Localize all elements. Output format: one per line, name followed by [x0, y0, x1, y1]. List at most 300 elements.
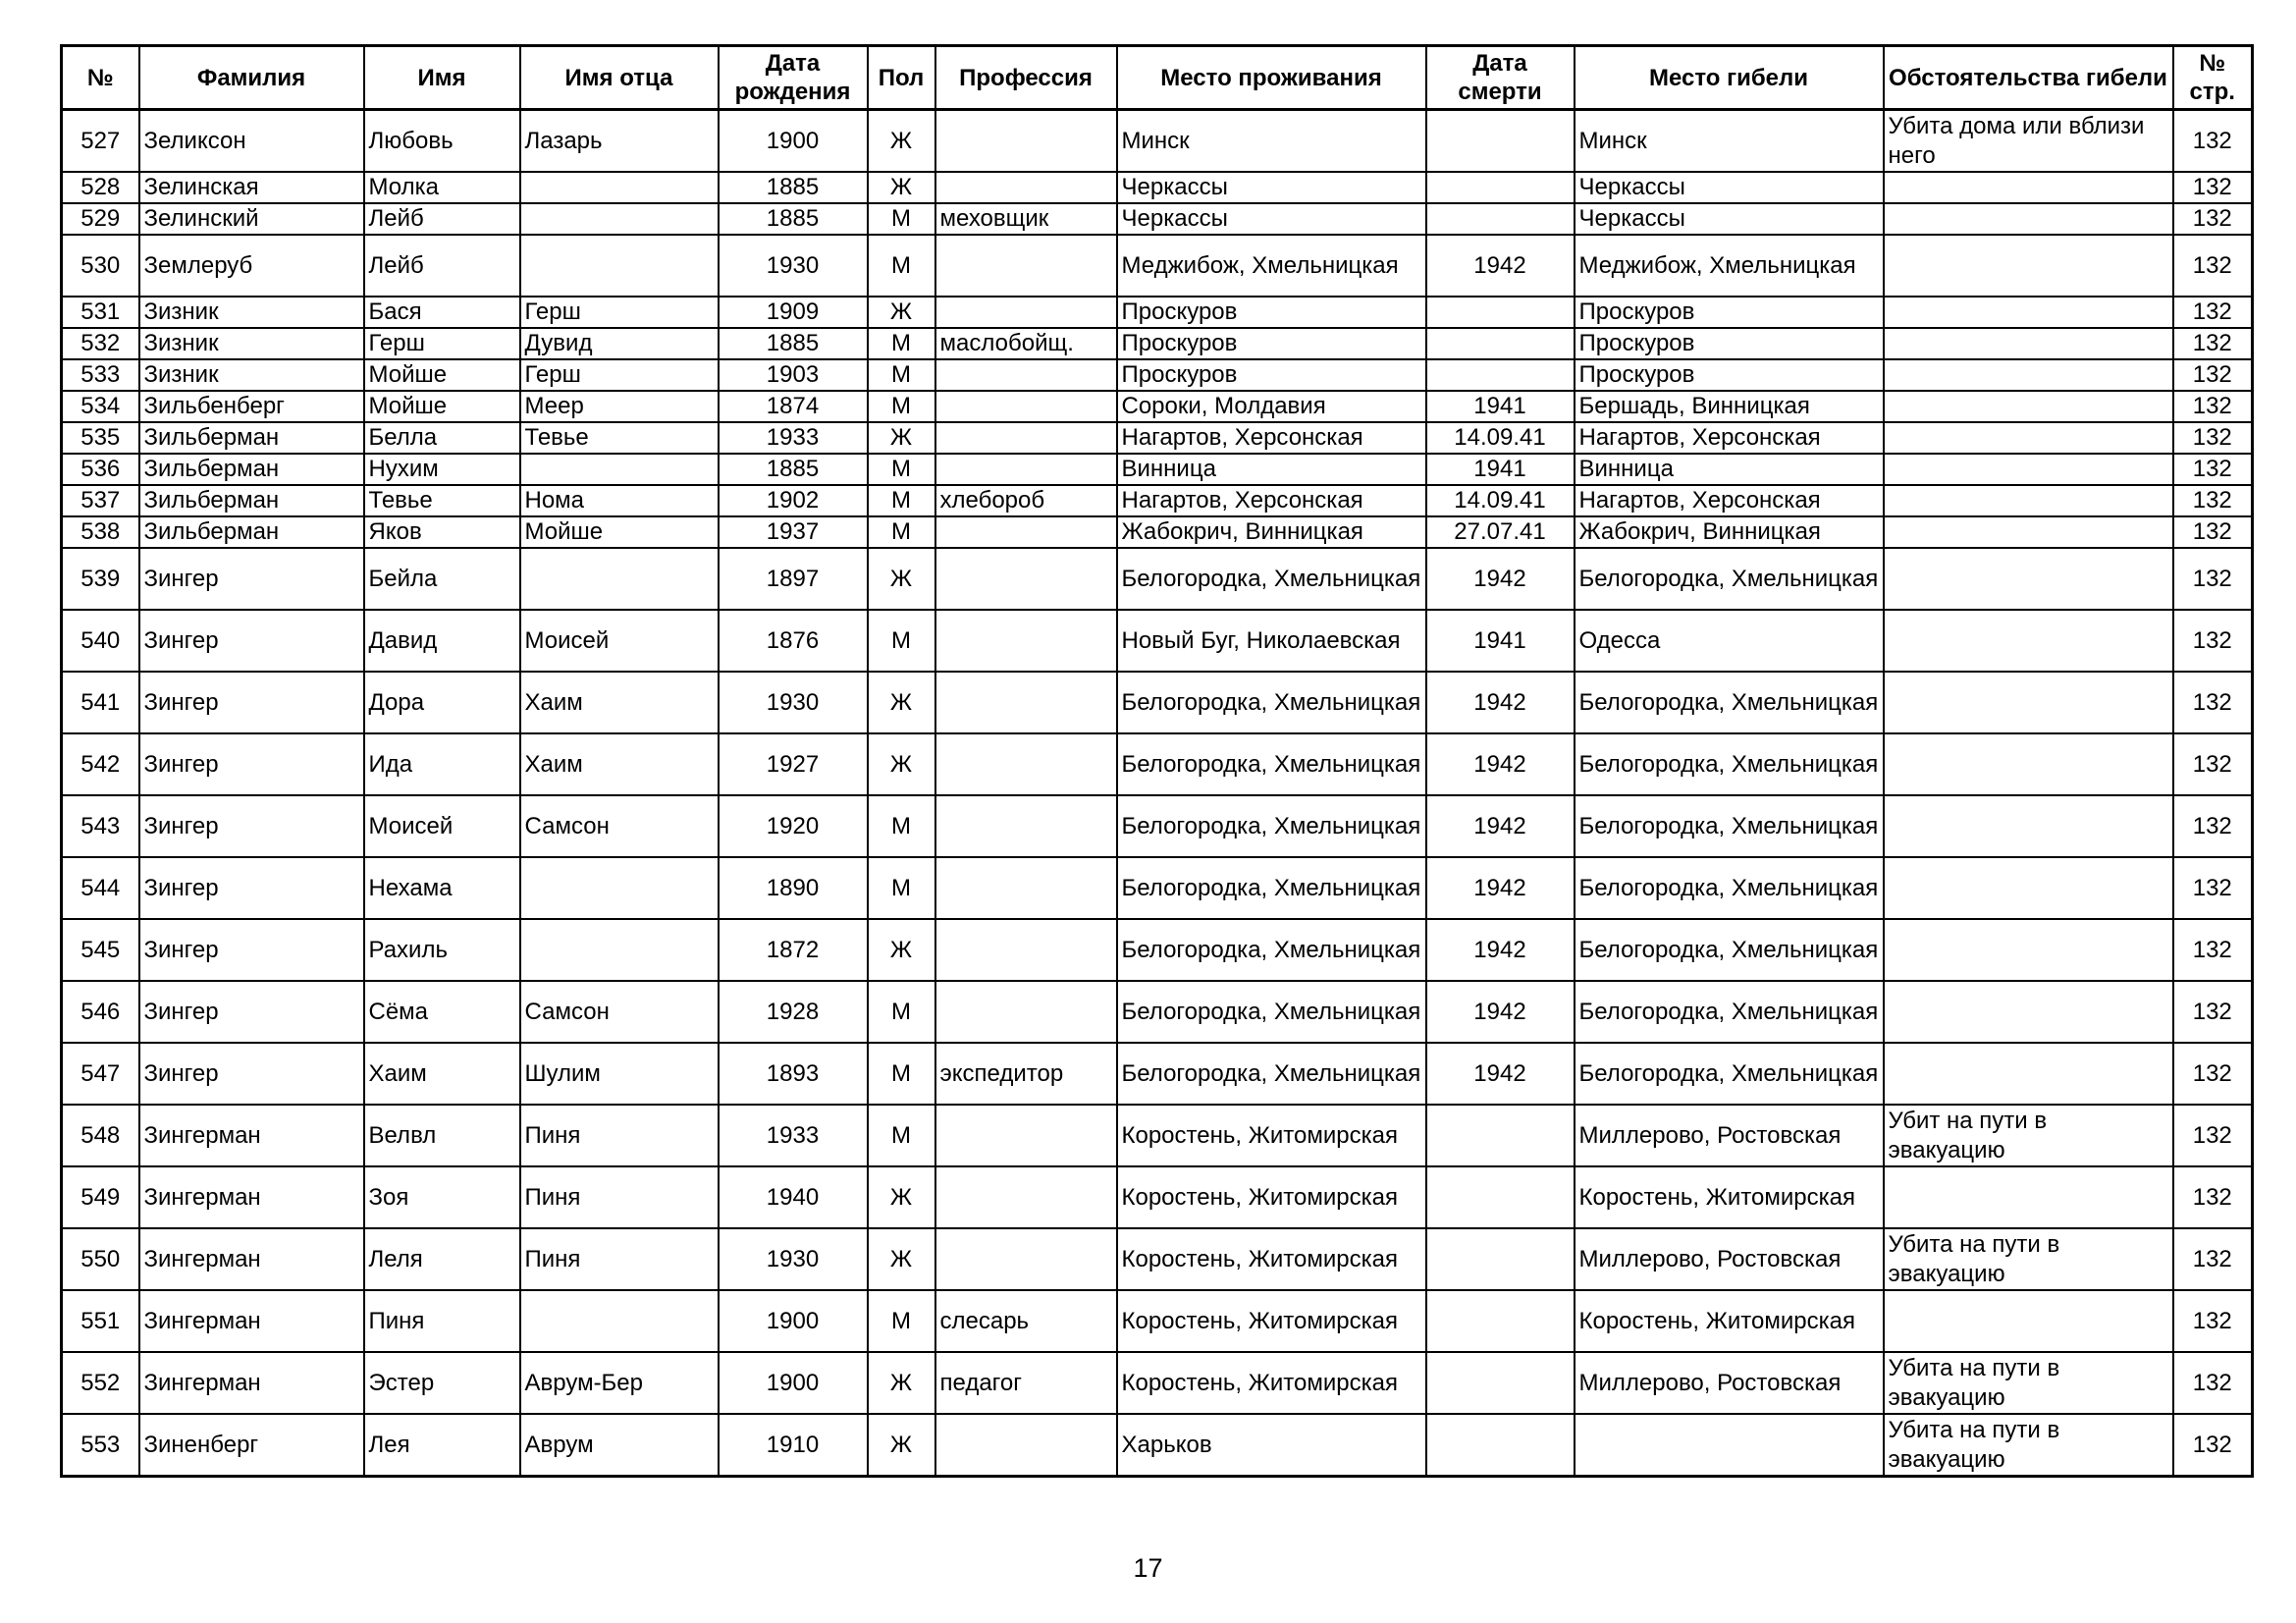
table-row [62, 328, 2253, 359]
cell-residence: Черкассы [1117, 203, 1426, 235]
cell-profession [935, 297, 1117, 328]
table-row [62, 733, 2253, 795]
cell-father-name: Герш [520, 297, 719, 328]
cell-sex: Ж [868, 297, 935, 328]
cell-surname: Зингер [139, 733, 364, 795]
table-row [62, 672, 2253, 733]
cell-sex: Ж [868, 1166, 935, 1228]
cell-circumstances: Убита на пути в эвакуацию [1884, 1414, 2173, 1477]
cell-circumstances [1884, 610, 2173, 672]
cell-death-date: 1942 [1426, 235, 1575, 297]
cell-death-place: Черкассы [1575, 203, 1884, 235]
cell-birth-date: 1900 [719, 1352, 868, 1414]
cell-father-name: Хаим [520, 672, 719, 733]
cell-page: 132 [2173, 391, 2253, 422]
cell-sex: Ж [868, 1352, 935, 1414]
cell-death-date [1426, 172, 1575, 203]
cell-residence: Винница [1117, 454, 1426, 485]
cell-birth-date: 1940 [719, 1166, 868, 1228]
cell-father-name [520, 919, 719, 981]
table-row [62, 297, 2253, 328]
cell-surname: Зингерман [139, 1290, 364, 1352]
cell-residence: Белогородка, Хмельницкая [1117, 733, 1426, 795]
table-row [62, 235, 2253, 297]
cell-residence: Новый Буг, Николаевская [1117, 610, 1426, 672]
cell-residence: Коростень, Житомирская [1117, 1166, 1426, 1228]
cell-death-date [1426, 1228, 1575, 1290]
cell-residence: Белогородка, Хмельницкая [1117, 857, 1426, 919]
cell-surname: Зингер [139, 795, 364, 857]
cell-surname: Зизник [139, 359, 364, 391]
cell-sex: М [868, 391, 935, 422]
cell-sex: М [868, 610, 935, 672]
cell-page: 132 [2173, 1228, 2253, 1290]
cell-death-place: Проскуров [1575, 297, 1884, 328]
cell-father-name: Нома [520, 485, 719, 516]
cell-surname: Зелинская [139, 172, 364, 203]
cell-profession [935, 919, 1117, 981]
cell-number: 536 [62, 454, 139, 485]
cell-page: 132 [2173, 1352, 2253, 1414]
header-profession: Профессия [935, 46, 1117, 110]
cell-birth-date: 1937 [719, 516, 868, 548]
cell-father-name [520, 203, 719, 235]
cell-father-name: Пиня [520, 1228, 719, 1290]
cell-profession [935, 981, 1117, 1043]
cell-death-date [1426, 1166, 1575, 1228]
cell-death-date [1426, 1414, 1575, 1477]
cell-name: Давид [364, 610, 520, 672]
cell-father-name: Пиня [520, 1105, 719, 1166]
cell-birth-date: 1890 [719, 857, 868, 919]
cell-number: 549 [62, 1166, 139, 1228]
cell-sex: М [868, 1043, 935, 1105]
cell-sex: М [868, 795, 935, 857]
cell-death-place: Нагартов, Херсонская [1575, 485, 1884, 516]
cell-name: Нехама [364, 857, 520, 919]
cell-number: 542 [62, 733, 139, 795]
cell-father-name: Хаим [520, 733, 719, 795]
cell-page: 132 [2173, 172, 2253, 203]
cell-page: 132 [2173, 359, 2253, 391]
cell-page: 132 [2173, 919, 2253, 981]
cell-death-place: Белогородка, Хмельницкая [1575, 672, 1884, 733]
cell-page: 132 [2173, 454, 2253, 485]
table-row [62, 422, 2253, 454]
cell-name: Сёма [364, 981, 520, 1043]
cell-circumstances [1884, 733, 2173, 795]
table-row [62, 454, 2253, 485]
cell-death-date: 1942 [1426, 1043, 1575, 1105]
cell-death-place [1575, 1414, 1884, 1477]
cell-surname: Зильберман [139, 454, 364, 485]
cell-surname: Зильбенберг [139, 391, 364, 422]
cell-sex: М [868, 1105, 935, 1166]
cell-name: Пиня [364, 1290, 520, 1352]
cell-page: 132 [2173, 795, 2253, 857]
cell-name: Любовь [364, 110, 520, 173]
cell-sex: М [868, 454, 935, 485]
cell-circumstances [1884, 485, 2173, 516]
header-circumstances: Обстоятельства гибели [1884, 46, 2173, 110]
cell-profession [935, 422, 1117, 454]
header-father-name: Имя отца [520, 46, 719, 110]
cell-number: 541 [62, 672, 139, 733]
cell-father-name [520, 235, 719, 297]
cell-birth-date: 1876 [719, 610, 868, 672]
header-sex: Пол [868, 46, 935, 110]
cell-death-date [1426, 1105, 1575, 1166]
cell-residence: Проскуров [1117, 359, 1426, 391]
cell-circumstances [1884, 672, 2173, 733]
cell-sex: Ж [868, 672, 935, 733]
cell-profession: слесарь [935, 1290, 1117, 1352]
cell-father-name [520, 1290, 719, 1352]
cell-surname: Зингер [139, 919, 364, 981]
cell-number: 539 [62, 548, 139, 610]
cell-birth-date: 1933 [719, 422, 868, 454]
cell-death-place: Белогородка, Хмельницкая [1575, 981, 1884, 1043]
cell-surname: Зильберман [139, 422, 364, 454]
cell-father-name: Дувид [520, 328, 719, 359]
header-name: Имя [364, 46, 520, 110]
cell-sex: Ж [868, 1228, 935, 1290]
cell-page: 132 [2173, 1105, 2253, 1166]
cell-surname: Зингерман [139, 1105, 364, 1166]
cell-circumstances [1884, 422, 2173, 454]
table-row [62, 359, 2253, 391]
cell-number: 540 [62, 610, 139, 672]
cell-profession: хлебороб [935, 485, 1117, 516]
cell-name: Бейла [364, 548, 520, 610]
cell-residence: Коростень, Житомирская [1117, 1290, 1426, 1352]
cell-death-date [1426, 297, 1575, 328]
cell-sex: М [868, 516, 935, 548]
cell-sex: Ж [868, 110, 935, 173]
cell-death-date: 1942 [1426, 672, 1575, 733]
cell-residence: Сороки, Молдавия [1117, 391, 1426, 422]
cell-name: Яков [364, 516, 520, 548]
table-row [62, 1043, 2253, 1105]
table-row [62, 857, 2253, 919]
header-residence: Место проживания [1117, 46, 1426, 110]
cell-death-place: Нагартов, Херсонская [1575, 422, 1884, 454]
cell-surname: Зелинский [139, 203, 364, 235]
cell-residence: Черкассы [1117, 172, 1426, 203]
cell-sex: М [868, 485, 935, 516]
cell-profession [935, 1105, 1117, 1166]
cell-death-place: Белогородка, Хмельницкая [1575, 795, 1884, 857]
cell-death-date [1426, 328, 1575, 359]
cell-profession [935, 548, 1117, 610]
cell-death-place: Коростень, Житомирская [1575, 1166, 1884, 1228]
cell-birth-date: 1930 [719, 1228, 868, 1290]
cell-circumstances [1884, 919, 2173, 981]
cell-profession [935, 857, 1117, 919]
cell-name: Мойше [364, 391, 520, 422]
cell-number: 528 [62, 172, 139, 203]
cell-death-place: Бершадь, Винницкая [1575, 391, 1884, 422]
cell-residence: Белогородка, Хмельницкая [1117, 919, 1426, 981]
header-page: № стр. [2173, 46, 2253, 110]
cell-name: Белла [364, 422, 520, 454]
cell-page: 132 [2173, 235, 2253, 297]
cell-residence: Харьков [1117, 1414, 1426, 1477]
cell-death-place: Жабокрич, Винницкая [1575, 516, 1884, 548]
cell-death-date: 1942 [1426, 919, 1575, 981]
cell-death-date: 14.09.41 [1426, 485, 1575, 516]
cell-death-place: Минск [1575, 110, 1884, 173]
cell-profession [935, 359, 1117, 391]
cell-father-name: Аврум [520, 1414, 719, 1477]
cell-surname: Зингер [139, 1043, 364, 1105]
cell-residence: Нагартов, Херсонская [1117, 485, 1426, 516]
cell-surname: Зингер [139, 610, 364, 672]
cell-sex: М [868, 359, 935, 391]
cell-page: 132 [2173, 1290, 2253, 1352]
cell-sex: Ж [868, 422, 935, 454]
cell-residence: Коростень, Житомирская [1117, 1352, 1426, 1414]
table-row [62, 1166, 2253, 1228]
cell-residence: Белогородка, Хмельницкая [1117, 795, 1426, 857]
cell-birth-date: 1903 [719, 359, 868, 391]
cell-name: Герш [364, 328, 520, 359]
cell-death-date: 1941 [1426, 610, 1575, 672]
cell-birth-date: 1885 [719, 454, 868, 485]
cell-profession [935, 610, 1117, 672]
cell-death-place: Миллерово, Ростовская [1575, 1105, 1884, 1166]
cell-surname: Зингер [139, 672, 364, 733]
cell-name: Дора [364, 672, 520, 733]
cell-sex: Ж [868, 1414, 935, 1477]
cell-profession [935, 110, 1117, 173]
table-row [62, 516, 2253, 548]
header-surname: Фамилия [139, 46, 364, 110]
cell-name: Молка [364, 172, 520, 203]
cell-surname: Зизник [139, 328, 364, 359]
table-row [62, 795, 2253, 857]
cell-father-name: Герш [520, 359, 719, 391]
cell-profession: маслобойщ. [935, 328, 1117, 359]
cell-circumstances [1884, 454, 2173, 485]
cell-number: 551 [62, 1290, 139, 1352]
cell-father-name: Лазарь [520, 110, 719, 173]
cell-name: Рахиль [364, 919, 520, 981]
cell-father-name: Самсон [520, 795, 719, 857]
cell-father-name: Моисей [520, 610, 719, 672]
cell-father-name [520, 857, 719, 919]
cell-name: Мойше [364, 359, 520, 391]
cell-number: 537 [62, 485, 139, 516]
cell-death-date [1426, 1290, 1575, 1352]
cell-page: 132 [2173, 516, 2253, 548]
cell-death-place: Белогородка, Хмельницкая [1575, 548, 1884, 610]
cell-number: 550 [62, 1228, 139, 1290]
cell-circumstances [1884, 1166, 2173, 1228]
cell-birth-date: 1885 [719, 203, 868, 235]
cell-number: 544 [62, 857, 139, 919]
cell-surname: Зингерман [139, 1352, 364, 1414]
cell-father-name: Самсон [520, 981, 719, 1043]
cell-birth-date: 1874 [719, 391, 868, 422]
cell-death-place: Миллерово, Ростовская [1575, 1228, 1884, 1290]
cell-circumstances [1884, 203, 2173, 235]
cell-surname: Зиненберг [139, 1414, 364, 1477]
cell-sex: М [868, 328, 935, 359]
cell-page: 132 [2173, 1166, 2253, 1228]
table-row [62, 485, 2253, 516]
records-sheet [60, 44, 2251, 1478]
cell-circumstances [1884, 235, 2173, 297]
header-birth-date: Дата рождения [719, 46, 868, 110]
cell-birth-date: 1900 [719, 110, 868, 173]
cell-page: 132 [2173, 422, 2253, 454]
table-row [62, 1414, 2253, 1477]
cell-residence: Проскуров [1117, 328, 1426, 359]
header-row [62, 46, 2253, 110]
cell-name: Хаим [364, 1043, 520, 1105]
cell-name: Лея [364, 1414, 520, 1477]
cell-death-date [1426, 359, 1575, 391]
cell-residence: Белогородка, Хмельницкая [1117, 548, 1426, 610]
cell-death-place: Коростень, Житомирская [1575, 1290, 1884, 1352]
cell-circumstances [1884, 1290, 2173, 1352]
table-row [62, 1105, 2253, 1166]
cell-birth-date: 1893 [719, 1043, 868, 1105]
cell-death-date: 1942 [1426, 857, 1575, 919]
cell-circumstances: Убита на пути в эвакуацию [1884, 1228, 2173, 1290]
cell-father-name: Меер [520, 391, 719, 422]
cell-profession [935, 795, 1117, 857]
cell-page: 132 [2173, 672, 2253, 733]
cell-name: Лейб [364, 235, 520, 297]
table-row [62, 548, 2253, 610]
cell-residence: Коростень, Житомирская [1117, 1228, 1426, 1290]
cell-page: 132 [2173, 110, 2253, 173]
cell-surname: Зеликсон [139, 110, 364, 173]
cell-name: Зоя [364, 1166, 520, 1228]
cell-circumstances [1884, 359, 2173, 391]
cell-birth-date: 1902 [719, 485, 868, 516]
cell-surname: Зизник [139, 297, 364, 328]
table-row [62, 1352, 2253, 1414]
cell-profession [935, 733, 1117, 795]
cell-number: 546 [62, 981, 139, 1043]
cell-number: 533 [62, 359, 139, 391]
cell-number: 527 [62, 110, 139, 173]
cell-residence: Жабокрич, Винницкая [1117, 516, 1426, 548]
cell-residence: Минск [1117, 110, 1426, 173]
header-death-place: Место гибели [1575, 46, 1884, 110]
cell-surname: Зингер [139, 548, 364, 610]
cell-number: 531 [62, 297, 139, 328]
cell-death-place: Проскуров [1575, 328, 1884, 359]
table-row [62, 110, 2253, 173]
cell-name: Леля [364, 1228, 520, 1290]
cell-death-date: 1942 [1426, 981, 1575, 1043]
cell-residence: Коростень, Житомирская [1117, 1105, 1426, 1166]
cell-number: 553 [62, 1414, 139, 1477]
cell-sex: М [868, 1290, 935, 1352]
cell-circumstances: Убита на пути в эвакуацию [1884, 1352, 2173, 1414]
cell-page: 132 [2173, 981, 2253, 1043]
cell-circumstances [1884, 328, 2173, 359]
cell-name: Ида [364, 733, 520, 795]
cell-circumstances [1884, 857, 2173, 919]
cell-number: 547 [62, 1043, 139, 1105]
cell-name: Нухим [364, 454, 520, 485]
cell-residence: Белогородка, Хмельницкая [1117, 981, 1426, 1043]
cell-sex: М [868, 981, 935, 1043]
cell-sex: Ж [868, 172, 935, 203]
cell-death-place: Белогородка, Хмельницкая [1575, 919, 1884, 981]
cell-death-place: Белогородка, Хмельницкая [1575, 733, 1884, 795]
cell-father-name: Пиня [520, 1166, 719, 1228]
cell-death-date [1426, 203, 1575, 235]
cell-profession [935, 235, 1117, 297]
table-row [62, 1228, 2253, 1290]
cell-birth-date: 1897 [719, 548, 868, 610]
cell-birth-date: 1927 [719, 733, 868, 795]
cell-circumstances [1884, 391, 2173, 422]
header-death-date: Дата смерти [1426, 46, 1575, 110]
cell-number: 545 [62, 919, 139, 981]
cell-profession [935, 516, 1117, 548]
cell-sex: М [868, 235, 935, 297]
cell-page: 132 [2173, 733, 2253, 795]
cell-father-name: Шулим [520, 1043, 719, 1105]
cell-father-name: Аврум-Бер [520, 1352, 719, 1414]
cell-circumstances [1884, 548, 2173, 610]
cell-residence: Нагартов, Херсонская [1117, 422, 1426, 454]
table-row [62, 172, 2253, 203]
cell-death-place: Проскуров [1575, 359, 1884, 391]
cell-page: 132 [2173, 548, 2253, 610]
cell-birth-date: 1930 [719, 235, 868, 297]
cell-page: 132 [2173, 328, 2253, 359]
cell-profession [935, 1414, 1117, 1477]
cell-death-place: Одесса [1575, 610, 1884, 672]
cell-death-date: 1941 [1426, 454, 1575, 485]
cell-name: Эстер [364, 1352, 520, 1414]
cell-death-date: 1942 [1426, 733, 1575, 795]
cell-birth-date: 1900 [719, 1290, 868, 1352]
cell-death-place: Белогородка, Хмельницкая [1575, 857, 1884, 919]
cell-profession [935, 1228, 1117, 1290]
cell-page: 132 [2173, 203, 2253, 235]
cell-number: 552 [62, 1352, 139, 1414]
cell-residence: Проскуров [1117, 297, 1426, 328]
table-row [62, 391, 2253, 422]
cell-number: 535 [62, 422, 139, 454]
cell-page: 132 [2173, 857, 2253, 919]
cell-number: 529 [62, 203, 139, 235]
victims-table [60, 44, 2254, 1478]
cell-death-date: 1941 [1426, 391, 1575, 422]
cell-death-date [1426, 1352, 1575, 1414]
table-body [62, 110, 2253, 1477]
cell-profession [935, 454, 1117, 485]
cell-death-date: 14.09.41 [1426, 422, 1575, 454]
cell-profession [935, 391, 1117, 422]
cell-death-date: 1942 [1426, 795, 1575, 857]
cell-father-name: Тевье [520, 422, 719, 454]
cell-sex: М [868, 857, 935, 919]
cell-sex: Ж [868, 733, 935, 795]
cell-residence: Меджибож, Хмельницкая [1117, 235, 1426, 297]
cell-number: 548 [62, 1105, 139, 1166]
cell-profession [935, 1166, 1117, 1228]
